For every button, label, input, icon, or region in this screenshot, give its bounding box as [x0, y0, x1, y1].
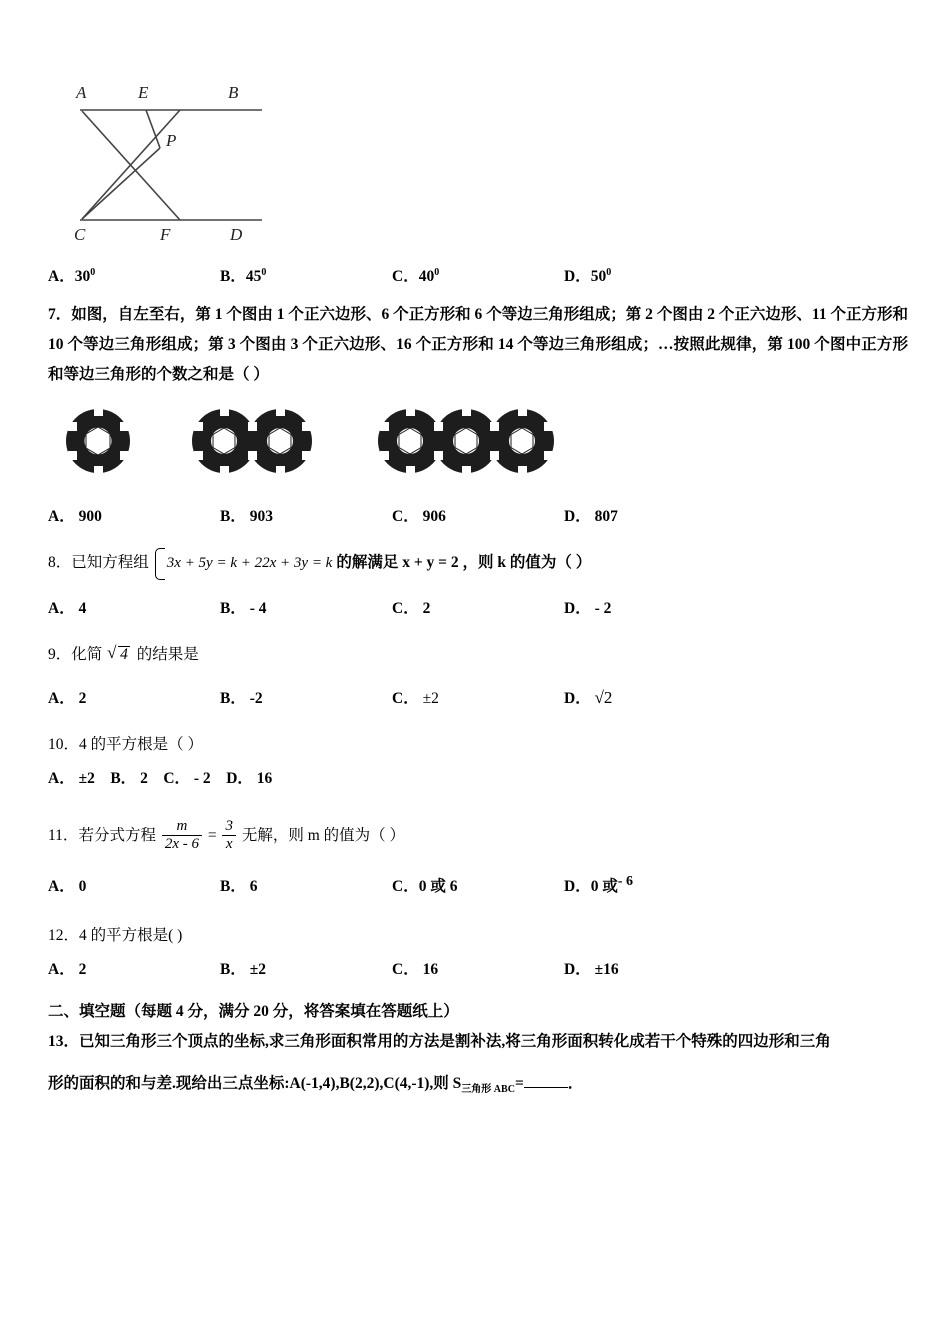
q11-choice-d-letter: D．	[564, 878, 591, 896]
q11-choice-b-text: 6	[249, 878, 258, 896]
question-13-line2	[48, 1069, 908, 1105]
q7-choices	[48, 504, 908, 526]
choice-d-letter: D．	[564, 268, 591, 285]
q12-choice-c[interactable]	[392, 957, 564, 979]
q12-choice-d[interactable]	[564, 957, 736, 979]
q9-choice-a[interactable]	[48, 686, 220, 708]
q12-text: 4 的平方根是( )	[79, 926, 183, 944]
q8-choice-c-letter: C．	[392, 600, 419, 618]
q11-number: 11．	[48, 827, 79, 845]
q12-choice-d-letter: D．	[564, 960, 591, 978]
q8-choice-a-text: 4	[78, 600, 87, 618]
q11-choice-d-text: 0 或	[590, 878, 618, 896]
choice-a[interactable]	[48, 264, 220, 286]
q10-choice-b-text: 2	[140, 770, 148, 788]
q11-choice-c[interactable]	[392, 874, 564, 896]
svg-text:E: E	[138, 83, 149, 102]
q12-choice-b-letter: B．	[220, 960, 246, 978]
q9-choice-c-letter: C．	[392, 690, 419, 708]
q11-fraction-left	[162, 818, 202, 854]
q12-choice-a-letter: A．	[48, 960, 75, 978]
q7-choice-a[interactable]	[48, 504, 220, 526]
question-7	[48, 300, 908, 390]
q8-choice-b-text: - 4	[249, 600, 267, 618]
q8-choice-c-text: 2	[422, 600, 431, 618]
q8-number: 8．	[48, 554, 72, 571]
q7-choice-b-letter: B．	[220, 508, 246, 525]
q13-line1: 已知三角形三个顶点的坐标,求三角形面积常用的方法是割补法,将三角形面积转化成若干个特殊的四边形和三角	[79, 1032, 831, 1050]
q11-choice-c-text: 0 或 6	[418, 878, 458, 896]
q10-text: 4 的平方根是（ ）	[79, 736, 204, 754]
svg-text:A: A	[76, 83, 87, 102]
q12-choice-a[interactable]	[48, 957, 220, 979]
choice-c[interactable]	[392, 264, 564, 286]
q9-choice-b-letter: B．	[220, 690, 246, 708]
pattern-figure-2	[184, 403, 324, 484]
q10-choice-d-text: 16	[256, 770, 273, 788]
q11-lead: 若分式方程	[78, 827, 156, 845]
question-12	[48, 921, 908, 951]
choice-a-text: 30	[74, 268, 91, 285]
choice-c-text: 40	[418, 268, 435, 285]
q8-choice-d[interactable]	[564, 596, 736, 618]
q8-lead: 已知方程组	[71, 554, 149, 571]
q10-choices	[48, 764, 908, 794]
q9-choice-d[interactable]	[564, 686, 736, 708]
q8-equation-system	[153, 546, 333, 580]
q7-choice-d-text: 807	[594, 508, 618, 525]
q8-choice-b[interactable]	[220, 596, 392, 618]
q10-choice-c[interactable]	[163, 770, 210, 787]
q7-choice-c-letter: C．	[392, 508, 419, 525]
q7-choice-a-letter: A．	[48, 508, 75, 525]
q8-choice-d-text: - 2	[594, 600, 612, 618]
q7-choice-d-letter: D．	[564, 508, 591, 525]
choice-d-text: 50	[590, 268, 607, 285]
q11-choices	[48, 874, 908, 896]
choice-c-letter: C．	[392, 268, 419, 285]
q9-choice-c[interactable]	[392, 686, 564, 708]
q8-choice-b-letter: B．	[220, 600, 246, 618]
q13-number: 13．	[48, 1032, 80, 1050]
q10-choice-b-letter: B．	[110, 770, 137, 788]
pattern-figure-3	[370, 403, 566, 484]
q6-choices	[48, 264, 908, 286]
q11-fraction-right-num: 3	[225, 818, 233, 835]
q7-choice-d[interactable]	[564, 504, 736, 526]
q8-choices	[48, 596, 908, 618]
q8-choice-d-letter: D．	[564, 600, 591, 618]
q7-choice-b-text: 903	[249, 508, 273, 525]
q13-line2-b: =	[514, 1074, 524, 1092]
question-8	[48, 546, 908, 580]
question-13	[48, 1025, 908, 1059]
q12-choice-d-text: ±16	[594, 960, 619, 978]
choice-a-sup: 0	[90, 266, 96, 278]
q11-fraction-right-den: x	[222, 835, 236, 853]
q12-choice-b[interactable]	[220, 957, 392, 979]
q11-choice-b[interactable]	[220, 874, 392, 896]
q11-choice-d[interactable]	[564, 874, 736, 896]
q13-period: ．	[567, 1074, 584, 1092]
q7-number: 7．	[48, 306, 72, 323]
section-2-title: 二、填空题（每题 4 分，满分 20 分，将答案填在答题纸上）	[48, 1002, 459, 1020]
q8-choice-a-letter: A．	[48, 600, 75, 618]
q9-number: 9．	[48, 646, 72, 664]
q9-lead: 化简	[71, 646, 103, 664]
choice-b-letter: B．	[220, 268, 246, 285]
svg-text:F: F	[160, 225, 171, 240]
q8-eq-row1: 3x + 5y = k + 2	[166, 555, 263, 572]
pattern-figure-1	[58, 403, 138, 484]
q10-choice-a-text: ±2	[78, 770, 95, 788]
q13-line2-a: 形的面积的和与差.现给出三点坐标:A(-1,4),B(2,2),C(4,-1),则 S	[48, 1074, 462, 1092]
q9-tail: 的结果是	[136, 646, 199, 664]
q9-choice-b[interactable]	[220, 686, 392, 708]
svg-text:P: P	[166, 131, 177, 150]
q8-choice-c[interactable]	[392, 596, 564, 618]
q11-choice-d-sup: - 6	[617, 874, 634, 890]
choice-a-letter: A．	[48, 268, 75, 285]
q9-choice-d-letter: D．	[564, 690, 591, 708]
question-9	[48, 640, 908, 670]
geometry-figure	[62, 70, 322, 240]
q7-choice-b[interactable]	[220, 504, 392, 526]
q12-choices	[48, 957, 908, 979]
choice-b-sup: 0	[261, 266, 267, 278]
choice-b-text: 45	[245, 268, 262, 285]
q12-choice-b-text: ±2	[249, 960, 266, 978]
svg-text:D: D	[230, 225, 243, 240]
q11-fraction-left-den: 2x - 6	[162, 835, 202, 853]
q10-choice-a[interactable]	[48, 770, 95, 787]
q11-choice-b-letter: B．	[220, 878, 246, 896]
q11-equals: =	[207, 827, 217, 845]
page-content	[48, 70, 908, 1105]
q11-choice-a-text: 0	[78, 878, 87, 896]
q8-tail: 的解满足 x + y = 2 ，则 k 的值为（ ）	[336, 554, 592, 571]
q12-choice-c-text: 16	[422, 960, 439, 978]
question-11	[48, 816, 908, 856]
q8-eq-row2: 2x + 3y = k	[262, 555, 333, 572]
q9-choice-d-text: √2	[594, 688, 613, 708]
choice-d-sup: 0	[606, 266, 612, 278]
q9-choice-a-text: 2	[78, 690, 87, 708]
q7-choice-a-text: 900	[78, 508, 102, 525]
choice-c-sup: 0	[434, 266, 440, 278]
svg-text:C: C	[74, 225, 86, 240]
q10-number: 10．	[48, 736, 80, 754]
q7-choice-c-text: 906	[422, 508, 446, 525]
q9-choices	[48, 686, 908, 708]
q11-choice-a-letter: A．	[48, 878, 75, 896]
q10-choice-d[interactable]	[226, 770, 272, 787]
question-10	[48, 730, 908, 760]
q11-fraction-left-num: m	[176, 818, 188, 835]
q9-choice-b-text: -2	[249, 690, 263, 708]
q8-choice-a[interactable]	[48, 596, 220, 618]
q7-text: 如图，自左至右，第 1 个图由 1 个正六边形、6 个正方形和 6 个等边三角形组成；第 2 个图由 2 个正六边形、11 个正方形和 10 个等边三角形组成；第 3 个图由 3 个正六边形、16 个正方形和 14 个等边三角形组成；…按照此规律，第 100 个图中正方形和等边三角形的个数之和是（ ）	[48, 306, 908, 383]
q12-choice-a-text: 2	[78, 960, 87, 978]
q7-choice-c[interactable]	[392, 504, 564, 526]
choice-d[interactable]	[564, 264, 736, 286]
q10-choice-d-letter: D．	[226, 770, 253, 788]
q9-radical	[107, 640, 132, 670]
q13-answer-blank[interactable]	[524, 1087, 568, 1088]
q12-choice-c-letter: C．	[392, 960, 419, 978]
q9-choice-a-letter: A．	[48, 690, 75, 708]
q10-choice-a-letter: A．	[48, 770, 75, 788]
q10-choice-c-letter: C．	[163, 770, 191, 788]
pattern-figures	[58, 400, 908, 486]
q10-choice-b[interactable]	[110, 770, 147, 787]
q13-subscript: 三角形 ABC	[461, 1083, 515, 1095]
q11-tail: 无解，则 m 的值为（ ）	[241, 827, 406, 845]
q12-number: 12．	[48, 926, 80, 944]
q9-choice-c-text: ±2	[422, 690, 439, 708]
q11-choice-a[interactable]	[48, 874, 220, 896]
q10-choice-c-text: - 2	[193, 770, 211, 788]
q11-choice-c-letter: C．	[392, 878, 419, 896]
choice-b[interactable]	[220, 264, 392, 286]
q9-radicand: 4	[120, 646, 128, 664]
q11-fraction-right	[222, 818, 236, 854]
svg-text:B: B	[228, 83, 239, 102]
